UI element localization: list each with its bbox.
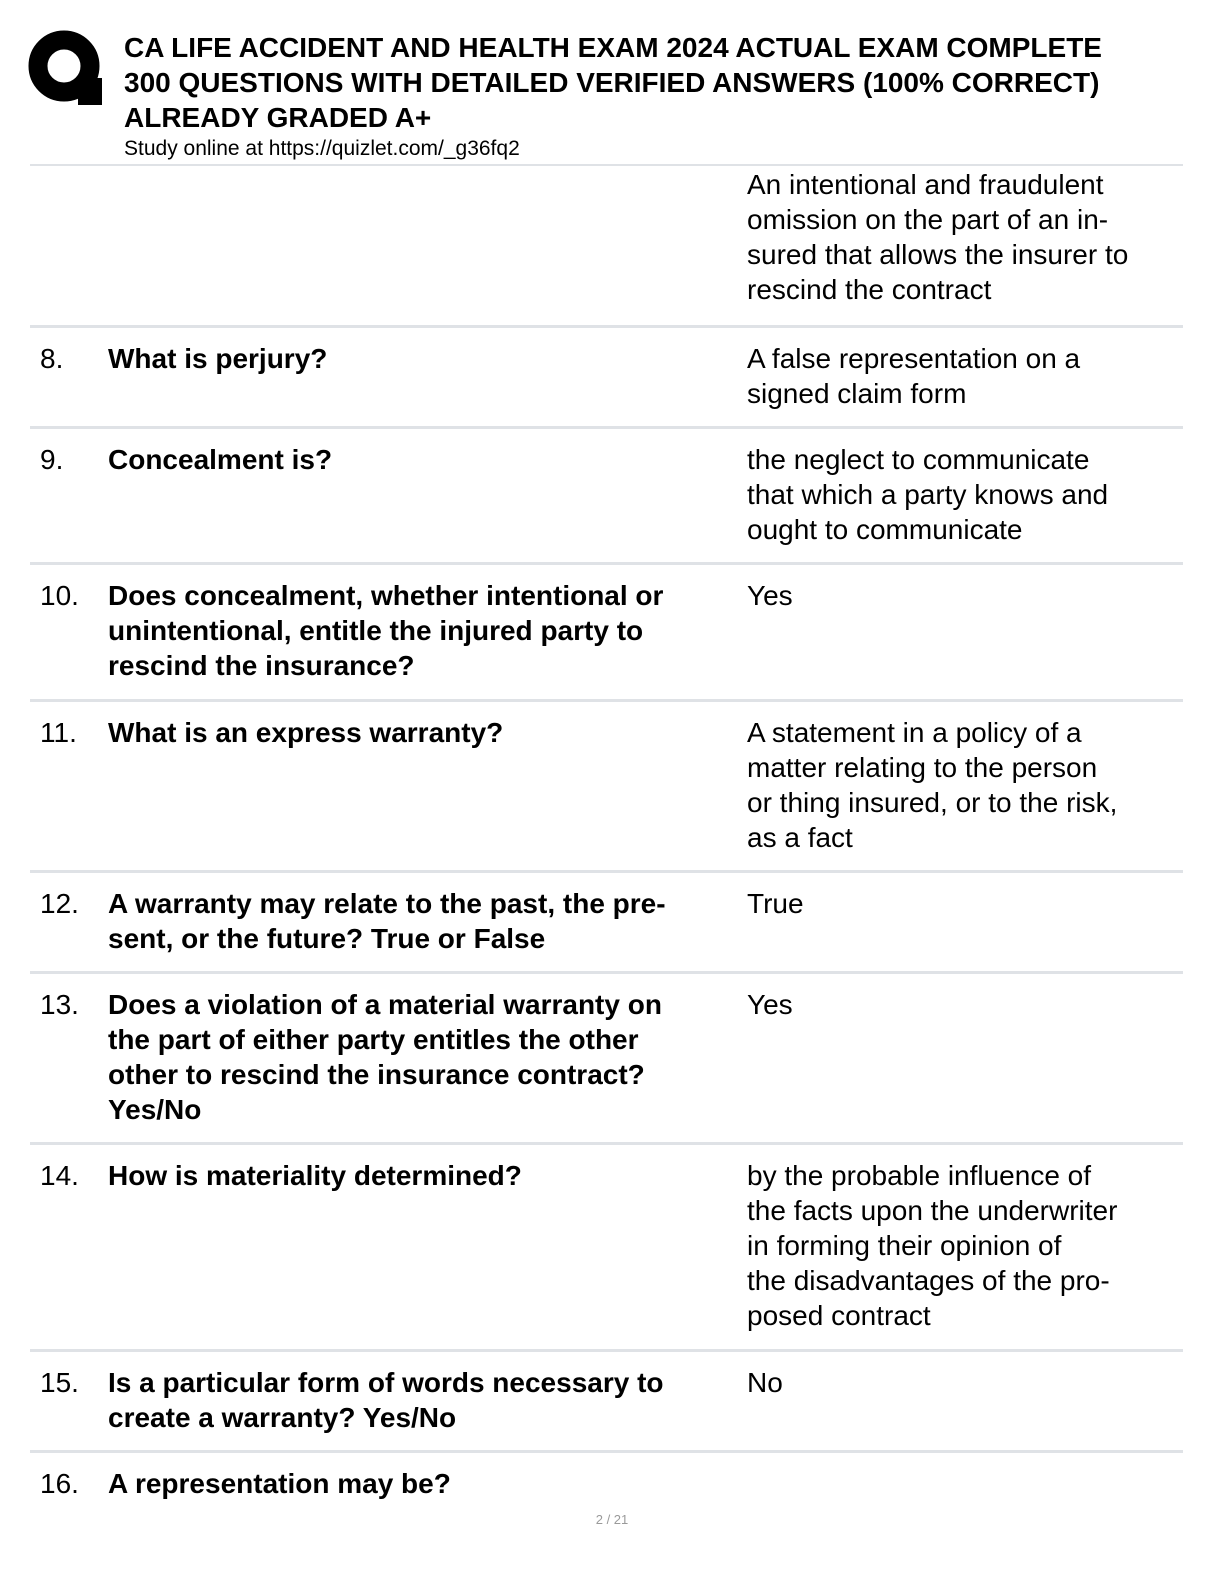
answer-line: No bbox=[747, 1367, 783, 1398]
answer-line: or thing insured, or to the risk, bbox=[747, 787, 1118, 818]
continued-answer-line: sured that allows the insurer to bbox=[747, 239, 1129, 270]
study-online-link[interactable]: Study online at https://quizlet.com/_g36fq2 bbox=[124, 137, 520, 160]
answer-line: Yes bbox=[747, 989, 793, 1020]
card-question bbox=[108, 578, 748, 683]
question-line: Yes/No bbox=[108, 1094, 202, 1125]
document-title bbox=[124, 30, 1224, 135]
answer-line: by the probable influence of bbox=[747, 1160, 1092, 1191]
question-line: unintentional, entitle the injured party to bbox=[108, 615, 644, 646]
card-question bbox=[108, 1466, 748, 1501]
card-answer bbox=[747, 886, 1187, 921]
page-number: 2 / 21 bbox=[595, 1512, 629, 1527]
question-line: Is a particular form of words necessary to bbox=[108, 1367, 664, 1398]
question-line: Does concealment, whether intentional or bbox=[108, 580, 664, 611]
answer-line: Yes bbox=[747, 580, 793, 611]
answer-line: A statement in a policy of a bbox=[747, 717, 1082, 748]
card-answer bbox=[747, 442, 1187, 547]
question-line: What is perjury? bbox=[108, 343, 328, 374]
question-line: sent, or the future? True or False bbox=[108, 923, 546, 954]
answer-line: A false representation on a bbox=[747, 343, 1081, 374]
card-answer bbox=[747, 341, 1187, 411]
answer-line: ought to communicate bbox=[747, 514, 1023, 545]
question-line: other to rescind the insurance contract? bbox=[108, 1059, 645, 1090]
card-question bbox=[108, 442, 748, 477]
flashcard-row bbox=[30, 426, 1183, 564]
card-number: 10. bbox=[40, 580, 79, 611]
answer-line: True bbox=[747, 888, 804, 919]
card-answer bbox=[747, 1158, 1187, 1333]
card-number: 14. bbox=[40, 1160, 79, 1191]
question-line: A warranty may relate to the past, the pre- bbox=[108, 888, 666, 919]
card-question bbox=[108, 1365, 748, 1435]
card-number: 11. bbox=[40, 717, 77, 748]
card-question bbox=[108, 715, 748, 750]
flashcard-row bbox=[30, 1349, 1183, 1452]
answer-line: the facts upon the underwriter bbox=[747, 1195, 1118, 1226]
answer-line: signed claim form bbox=[747, 378, 967, 409]
quizlet-q-logo-icon bbox=[28, 30, 104, 108]
answer-line: as a fact bbox=[747, 822, 853, 853]
card-answer bbox=[747, 1365, 1187, 1400]
continued-answer-line: omission on the part of an in- bbox=[747, 204, 1109, 235]
card-number: 9. bbox=[40, 444, 64, 475]
question-line: How is materiality determined? bbox=[108, 1160, 522, 1191]
continued-answer-line: An intentional and fraudulent bbox=[747, 169, 1104, 200]
question-line: create a warranty? Yes/No bbox=[108, 1402, 457, 1433]
card-question bbox=[108, 1158, 748, 1193]
answer-line: matter relating to the person bbox=[747, 752, 1098, 783]
card-question bbox=[108, 341, 748, 376]
question-line: What is an express warranty? bbox=[108, 717, 504, 748]
card-number: 15. bbox=[40, 1367, 79, 1398]
document-title-line-3: ALREADY GRADED A+ bbox=[124, 102, 432, 133]
card-number: 16. bbox=[40, 1468, 79, 1499]
question-line: A representation may be? bbox=[108, 1468, 451, 1499]
card-answer bbox=[747, 578, 1187, 613]
flashcard-row bbox=[30, 1142, 1183, 1351]
flashcard-row bbox=[30, 971, 1183, 1144]
card-answer bbox=[747, 715, 1187, 855]
continued-answer-line: rescind the contract bbox=[747, 274, 992, 305]
card-number: 8. bbox=[40, 343, 64, 374]
flashcard-row bbox=[30, 325, 1183, 428]
card-number: 13. bbox=[40, 989, 79, 1020]
card-question bbox=[108, 987, 748, 1127]
card-number: 12. bbox=[40, 888, 79, 919]
answer-line: posed contract bbox=[747, 1300, 931, 1331]
document-title-line-2: 300 QUESTIONS WITH DETAILED VERIFIED ANSWERS (100% CORRECT) bbox=[124, 67, 1100, 98]
flashcard-row bbox=[30, 699, 1183, 872]
flashcard-row bbox=[30, 870, 1183, 973]
question-line: rescind the insurance? bbox=[108, 650, 415, 681]
question-line: the part of either party entitles the other bbox=[108, 1024, 639, 1055]
flashcard-row bbox=[30, 1450, 1183, 1513]
question-line: Does a violation of a material warranty on bbox=[108, 989, 662, 1020]
answer-line: the neglect to communicate bbox=[747, 444, 1090, 475]
answer-line: the disadvantages of the pro- bbox=[747, 1265, 1110, 1296]
question-line: Concealment is? bbox=[108, 444, 333, 475]
answer-line: in forming their opinion of bbox=[747, 1230, 1062, 1261]
header-divider bbox=[30, 164, 1183, 166]
document-title-line-1: CA LIFE ACCIDENT AND HEALTH EXAM 2024 ACTUAL EXAM COMPLETE bbox=[124, 32, 1102, 63]
continued-answer bbox=[747, 167, 1187, 307]
flashcard-row bbox=[30, 562, 1183, 701]
answer-line: that which a party knows and bbox=[747, 479, 1109, 510]
card-question bbox=[108, 886, 748, 956]
card-answer bbox=[747, 987, 1187, 1022]
